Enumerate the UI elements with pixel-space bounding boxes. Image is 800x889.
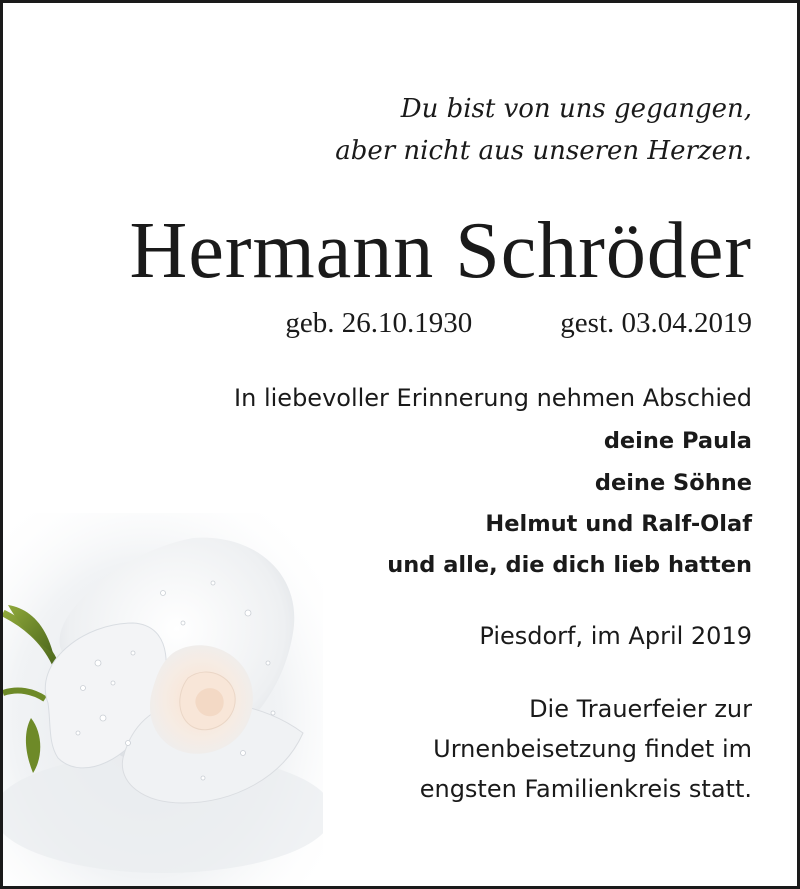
place-date: Piesdorf, im April 2019 [479,622,752,650]
death-date: gest. 03.04.2019 [560,307,752,339]
funeral-note-line: engsten Familienkreis statt. [419,775,752,803]
birth-date: geb. 26.10.1930 [285,307,473,339]
mourner-name: Helmut und Ralf-Olaf [485,511,752,537]
mourner-name: und alle, die dich lieb hatten [387,552,752,578]
motto-line-1: Du bist von uns gegangen, [400,94,752,124]
funeral-note-line: Die Trauerfeier zur [529,695,752,723]
motto-line-2: aber nicht aus unseren Herzen. [335,136,752,166]
mourner-name: deine Söhne [594,470,752,496]
deceased-name: Hermann Schröder [129,207,752,295]
funeral-note-line: Urnenbeisetzung findet im [433,735,752,763]
farewell-intro: In liebevoller Erinnerung nehmen Abschied [234,384,752,412]
life-dates [285,303,752,343]
white-rose-illustration [3,513,323,889]
mourner-name: deine Paula [603,428,752,454]
